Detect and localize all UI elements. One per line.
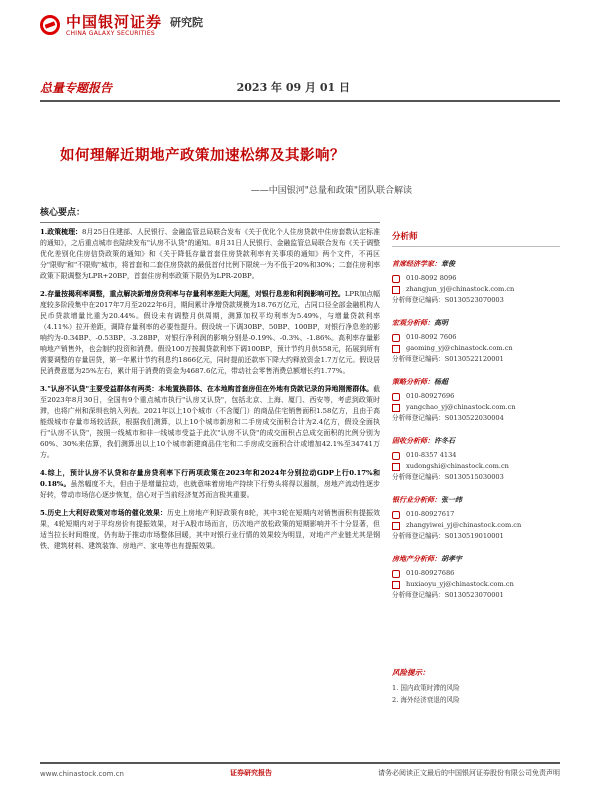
report-header-bar xyxy=(40,74,560,102)
analyst-name: 许冬石 xyxy=(434,436,455,445)
analyst-phone: 010-8092 8096 xyxy=(406,274,457,282)
analyst-phone: 010-8092 7606 xyxy=(406,333,457,341)
phone-icon xyxy=(392,393,400,401)
analyst-phone: 010-80927686 xyxy=(406,569,455,577)
phone-icon xyxy=(392,511,400,519)
email-row xyxy=(392,402,560,413)
logo-icon xyxy=(40,15,60,35)
phone-icon xyxy=(392,570,400,578)
risk-section xyxy=(392,667,560,706)
analyst-license: 分析师登记编码：S0130523070001 xyxy=(392,591,504,599)
phone-row xyxy=(392,391,560,402)
logo-text xyxy=(66,14,162,37)
email-row xyxy=(392,343,560,354)
analyst-role: 首席经济学家： xyxy=(392,259,441,268)
license-row xyxy=(392,295,560,306)
analyst-title xyxy=(392,318,560,328)
phone-row xyxy=(392,450,560,461)
analyst-phone: 010-80927696 xyxy=(406,392,455,400)
page-title: 如何理解近期地产政策加速松绑及其影响？ xyxy=(60,147,345,164)
analyst-card xyxy=(392,377,560,424)
analyst-card xyxy=(392,436,560,483)
risk-item: 2. 海外经济衰退的风险 xyxy=(392,696,460,704)
analyst-name: 杨超 xyxy=(434,377,448,386)
phone-row xyxy=(392,332,560,343)
analyst-role: 房地产分析师： xyxy=(392,554,441,563)
analyst-name: 张一纬 xyxy=(441,495,462,504)
analyst-name: 章俊 xyxy=(441,259,455,268)
analyst-license: 分析师登记编码：S0130522030004 xyxy=(392,414,504,422)
analyst-email[interactable]: zhangjun_yj@chinastock.com.cn xyxy=(406,285,515,293)
footer-disclaimer: 请务必阅读正文最后的中国银河证券股份有限公司免责声明 xyxy=(377,769,560,777)
risk-title: 风险提示： xyxy=(392,668,430,677)
analyst-card xyxy=(392,554,560,601)
analyst-license: 分析师登记编码：S0130522120001 xyxy=(392,355,504,363)
phone-row xyxy=(392,509,560,520)
analyst-email[interactable]: zhangyiwei_yj@chinastock.com.cn xyxy=(406,521,522,529)
analyst-license: 分析师登记编码：S0130519010001 xyxy=(392,532,504,540)
paragraph-5-lead: 5.历史上大利好政策对市场的催化效果： xyxy=(40,509,167,517)
risk-item: 1. 国内政策时滞的风险 xyxy=(392,684,460,692)
analyst-title xyxy=(392,495,560,505)
license-row xyxy=(392,354,560,365)
key-points-content xyxy=(40,222,380,750)
page-footer xyxy=(40,762,560,778)
email-icon xyxy=(392,286,400,294)
page-subtitle: ——中国银河"总量和政策"团队联合解读 xyxy=(250,186,412,196)
paragraph-4-text: 虽然幅度不大，但由于是增量拉动，也就意味着房地产持续下行势头将得以遏制，房地产流动性逐步好转，带动市场信心逐步恢复，信心对于当前经济复苏而言极其重要。 xyxy=(40,480,380,499)
phone-icon xyxy=(392,334,400,342)
logo-en: CHINA GALAXY SECURITIES xyxy=(66,29,156,37)
dept-name: 研究院 xyxy=(170,16,204,29)
paragraph-3-text: 截至2023年8月30日，全国有9个重点城市执行"认房又认贷"，包括北京、上海、厦门、西安等，考虑到政策时滞，也将广州和深圳也纳入列表。2021年以上10个城市（不含厦门）的商品住宅销售面积1.58亿方，且由于高能级城市存量市场较活跃，根据我们测算，以上10个城市新房和二手房成交面积合计为2.4亿方，假设全面执行"认房不认贷"，按照一线城市和非一线城市受益于此次"认房不认贷"的成交面积占总成交面积的比例分别为60%、30%来估算，我们测算出以上10个城市新建商品住宅和二手房成交面积合计或增加42.1%至34741万方。 xyxy=(40,385,380,459)
analyst-role: 策略分析师： xyxy=(392,377,434,386)
key-points-heading: 核心要点： xyxy=(40,208,86,218)
footer-website[interactable]: www.chinastock.com.cn xyxy=(40,770,124,778)
paragraph-1 xyxy=(40,227,380,282)
analyst-email[interactable]: yangchao_yj@chinastock.com.cn xyxy=(406,403,516,411)
paragraph-3-lead: 3."认房不认贷"主要受益群体有两类：本地置换群体、在本地购首套房但在外地有贷款记录的异地刚需群体。 xyxy=(40,385,374,393)
analyst-role: 固收分析师： xyxy=(392,436,434,445)
analyst-role: 银行业分析师： xyxy=(392,495,441,504)
analyst-license: 分析师登记编码：S0130523070003 xyxy=(392,296,504,304)
report-date: 2023 年 09 月 01 日 xyxy=(236,81,350,94)
email-icon xyxy=(392,404,400,412)
email-icon xyxy=(392,581,400,589)
email-row xyxy=(392,284,560,295)
paragraph-1-lead: 1.政策梳理： xyxy=(40,228,82,236)
analyst-title xyxy=(392,436,560,446)
analyst-phone: 010-8357 4134 xyxy=(406,451,457,459)
paragraph-4-lead: 4.综上，预计认房不认贷和存量房贷利率下行两项政策在2023年和2024年分别拉动GDP上行0.17%和0.18%。 xyxy=(40,469,380,488)
company-logo xyxy=(40,10,203,40)
analyst-license: 分析师登记编码：S0130515030003 xyxy=(392,473,504,481)
email-row xyxy=(392,579,560,590)
analyst-card xyxy=(392,495,560,542)
paragraph-1-text: 8月25日住建部、人民银行、金融监管总局联合发布《关于优化个人住房贷款中住房套数认定标准的通知》，之后重点城市也陆续发布"认房不认贷"的通知。8月31日人民银行、金融监管总局联合发布《关于调整优化差别化住房信贷政策的通知》和《关于降低存量首套住房贷款利率有关事项的通知》两个文件，不再区分"限购"和"不限购"城市，将首套和二套住房贷款的最低首付比例下限统一为不低于20%和30%；二套住房利率政策下限调整为LPR+20BP，首套住房利率政策下限仍为LPR-20BP。 xyxy=(40,228,380,280)
footer-label: 证券研究报告 xyxy=(229,768,272,777)
license-row xyxy=(392,531,560,542)
email-icon xyxy=(392,522,400,530)
email-row xyxy=(392,520,560,531)
license-row xyxy=(392,413,560,424)
analyst-email[interactable]: huxiaoyu_yj@chinastock.com.cn xyxy=(406,580,514,588)
paragraph-3 xyxy=(40,384,380,461)
paragraph-2 xyxy=(40,289,380,377)
paragraph-5-text: 历史上房地产利好政策有8轮，其中3轮在短期内对销售面积有提振效果，4轮短期内对于平均房价有提振效果，对于A股市场而言，历次地产放松政策的短期影响并不十分显著，但适当拉长时间维度，仍有助于推动市场整体回暖，其中对银行业行情的效果较为明显，对地产产业链尤其是钢铁、建筑材料、建筑装饰、房地产、家电等也有提振效果。 xyxy=(40,509,380,550)
analyst-phone: 010-80927617 xyxy=(406,510,455,518)
analyst-name: 高明 xyxy=(434,318,448,327)
paragraph-2-lead: 2.存量按揭利率调整，重点解决新增房贷利率与存量利率差距大问题，对银行息差和利润影响可控。 xyxy=(40,290,345,298)
license-row xyxy=(392,472,560,483)
analyst-card xyxy=(392,318,560,365)
phone-icon xyxy=(392,275,400,283)
analyst-email[interactable]: xudongshi@chinastock.com.cn xyxy=(406,462,509,470)
email-icon xyxy=(392,345,400,353)
analyst-email[interactable]: gaoming_yj@chinastock.com.cn xyxy=(406,344,513,352)
analyst-name: 胡孝宇 xyxy=(441,554,462,563)
analyst-title xyxy=(392,259,560,269)
analyst-title xyxy=(392,554,560,564)
analyst-role: 宏观分析师： xyxy=(392,318,434,327)
analyst-sidebar xyxy=(392,222,560,750)
phone-icon xyxy=(392,452,400,460)
logo-cn: 中国银河证券 xyxy=(66,12,163,31)
email-row xyxy=(392,461,560,472)
phone-row xyxy=(392,568,560,579)
report-type: 总量专题报告 xyxy=(40,80,113,95)
paragraph-5 xyxy=(40,508,380,552)
email-icon xyxy=(392,463,400,471)
analyst-title xyxy=(392,377,560,387)
paragraph-4 xyxy=(40,468,380,501)
paragraph-2-text: LPR加点幅度较多阶段集中在2017年7月至2022年6月，期间累计净增贷款规模为18.76万亿元，占同口径全部金融机构人民币贷款增量比重为20.44%。假设未有调整月供周期，测算加权平均利率为5.49%，与增量贷款利率（4.11%）拉开差距，调降存量利率的必要性提升。假设统一下调30BP、50BP、100BP，对银行净息差的影响约为-0.34BP、-0.53BP、-3.28BP，对银行净利润的影响分别是-0.19%、-0.3%、-1.86%。高利率存量影响地产销售外，也会制约投资和消费。假设100万按揭贷款利率下调100BP，预计节约月供558元，拓展到所有需要调整的存量居贷，第一年累计节约利息约1866亿元，同时提前还款率下降大约释放资金1.7万亿元。假设居民消费意愿为25%左右，累计用于消费的资金为4687.6亿元，带动社会零售消费总额增长约1.77%。 xyxy=(40,290,380,375)
sidebar-heading: 分析师 xyxy=(392,222,560,247)
license-row xyxy=(392,590,560,601)
analyst-card xyxy=(392,259,560,306)
phone-row xyxy=(392,273,560,284)
